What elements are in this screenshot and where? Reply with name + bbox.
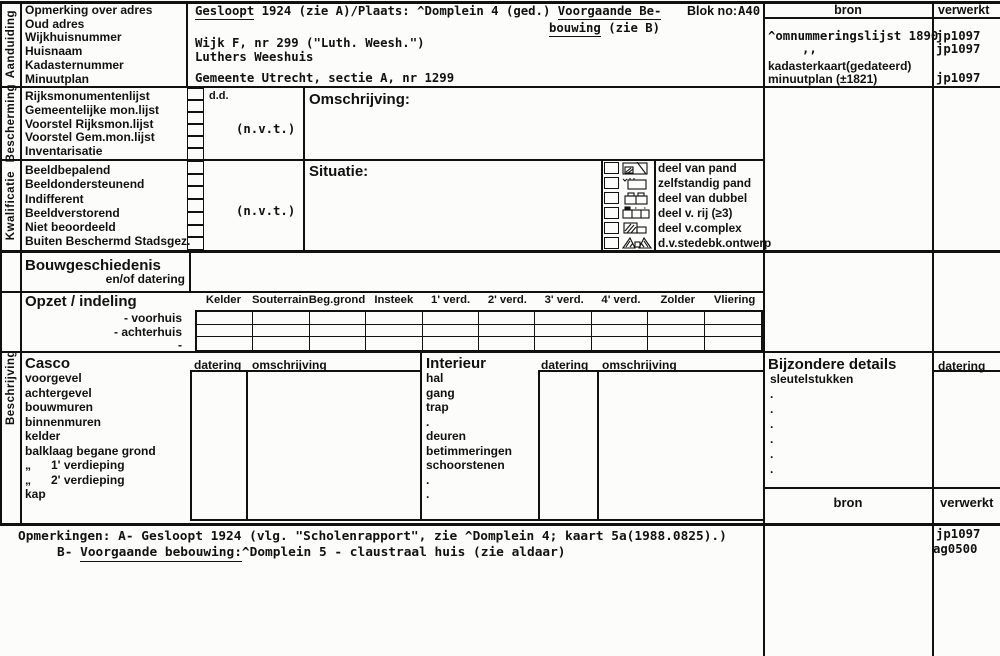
stedebouwkundig-ontwerp-icon (622, 236, 652, 249)
opzet-cell[interactable] (535, 325, 591, 338)
bron-header: bron (834, 3, 862, 17)
bijzondere-details-title: Bijzondere details (768, 356, 897, 373)
checkbox[interactable] (187, 212, 204, 225)
underlined-text: Voorgaande bebouwing: (80, 545, 242, 560)
field-label: Beeldverstorend (25, 205, 120, 220)
column-header: Insteek (374, 294, 414, 306)
kwalificatie-checkbox-column (187, 161, 204, 250)
bijzondere-datering-field[interactable] (934, 372, 1000, 486)
column-header: 1' verd. (431, 294, 471, 306)
row-label: . (770, 432, 774, 446)
checkbox[interactable] (187, 88, 204, 100)
legend-row (602, 205, 763, 220)
row-label: . (770, 387, 774, 401)
row-label: - (178, 338, 182, 352)
bescherming-checkbox-column (187, 88, 204, 160)
checkbox[interactable] (187, 136, 204, 148)
situatie-label: Situatie: (309, 163, 369, 180)
divider (0, 523, 1000, 526)
bijzondere-datering-header: datering (938, 359, 986, 373)
row-label: trap (426, 400, 449, 414)
bron-entry: minuutplan (±1821) (768, 72, 878, 86)
field-label: Indifferent (25, 191, 84, 206)
opmerking-b-text: ^Domplein 5 - claustraal huis (zie aldaar) (241, 545, 566, 560)
row-label: - voorhuis (123, 311, 182, 325)
opzet-cell[interactable] (592, 325, 648, 338)
opmerking-b-prefix: B- (57, 545, 81, 560)
checkbox[interactable] (187, 225, 204, 238)
deel-van-complex-icon (622, 221, 652, 234)
divider (763, 1, 765, 656)
verwerkt-footer-header: verwerkt (940, 495, 994, 510)
interieur-datering-header: datering (541, 358, 589, 372)
checkbox[interactable] (187, 199, 204, 212)
field-label: Niet beoordeeld (25, 220, 116, 235)
underlined-text: Gesloopt (195, 4, 255, 18)
row-label: voorgevel (25, 371, 82, 385)
casco-omschrijving-field[interactable] (248, 372, 418, 518)
row-label: achtergevel (25, 385, 92, 400)
column-header: 4' verd. (601, 294, 641, 306)
opzet-cell[interactable] (479, 312, 535, 325)
legend-label: deel van pand (658, 161, 737, 176)
opzet-cell[interactable] (366, 312, 422, 325)
interieur-omschrijving-field[interactable] (599, 372, 761, 518)
opzet-cell[interactable] (479, 337, 535, 350)
opzet-cell[interactable] (592, 337, 648, 350)
casco-omschrijving-header: omschrijving (252, 358, 327, 372)
interieur-row-labels (426, 371, 512, 502)
divider (190, 519, 763, 521)
legend-row (602, 176, 763, 191)
opzet-cell[interactable] (366, 325, 422, 338)
checkbox[interactable] (187, 174, 204, 187)
checkbox[interactable] (187, 112, 204, 124)
nvt-value: (n.v.t.) (236, 204, 296, 218)
huisnaam-value: Luthers Weeshuis (195, 50, 314, 64)
field-label: Opmerking over adres (25, 3, 153, 17)
legend-row (602, 220, 763, 235)
divider (189, 252, 191, 292)
divider (186, 1, 188, 87)
row-label: sleutelstukken (770, 372, 854, 386)
verwerkt-header: verwerkt (938, 3, 990, 17)
verwerkt-entry: jp1097 (936, 42, 981, 56)
divider (763, 17, 1000, 19)
dd-label: d.d. (209, 90, 229, 102)
opzet-cell[interactable] (253, 312, 309, 325)
row-label: . (426, 414, 430, 429)
column-header: 3' verd. (544, 294, 584, 306)
blok-no-label: Blok no: (687, 4, 737, 18)
bron-ditto: ,, (802, 42, 817, 56)
bouwgeschiedenis-title: Bouwgeschiedenis (25, 257, 161, 274)
deel-van-pand-icon (622, 162, 652, 175)
opzet-cell[interactable] (310, 325, 366, 338)
address-remark-value (195, 4, 661, 18)
opzet-cell[interactable] (253, 337, 309, 350)
opzet-cell[interactable] (423, 337, 479, 350)
opzet-grid (195, 310, 763, 352)
row-label: . (426, 472, 430, 487)
checkbox[interactable] (187, 237, 204, 250)
aanduiding-field-labels (25, 4, 152, 86)
opzet-cell[interactable] (197, 312, 253, 325)
field-label: Inventarisatie (25, 144, 103, 159)
row-label: bouwmuren (25, 400, 93, 414)
column-header: Vliering (713, 294, 756, 306)
opzet-cell[interactable] (197, 325, 253, 338)
bescherming-field-labels (25, 90, 159, 159)
column-header: 2' verd. (487, 294, 527, 306)
side-label: Bescherming (4, 84, 17, 163)
legend-row (602, 235, 772, 250)
divider (0, 86, 1000, 88)
legend-label: d.v.stedebk.ontwerp (658, 235, 772, 250)
opzet-cell[interactable] (197, 337, 253, 350)
row-label: . (770, 402, 774, 416)
opmerking-a-text: Gesloopt 1924 (vlg. "Scholenrapport", zie ^Domplein 4; kaart 5a(1988.0825).) (141, 529, 727, 544)
field-label: Minuutplan (25, 71, 89, 86)
checkbox[interactable] (187, 124, 204, 136)
bron-entry: kadasterkaart(gedateerd) (768, 59, 912, 73)
opzet-cell[interactable] (535, 337, 591, 350)
checkbox[interactable] (604, 222, 619, 234)
row-label: betimmeringen (426, 443, 513, 458)
row-label: hal (426, 371, 444, 385)
interieur-omschrijving-header: omschrijving (602, 358, 677, 372)
legend-label: deel van dubbel (658, 191, 748, 206)
divider (763, 487, 1000, 489)
field-label: Rijksmonumentenlijst (25, 89, 150, 103)
legend-row (602, 191, 763, 206)
column-header: Beg.grond (308, 294, 366, 306)
zelfstandig-pand-icon (622, 177, 652, 190)
interieur-title: Interieur (426, 355, 487, 372)
side-label: Aanduiding (4, 9, 17, 79)
field-label: Voorstel Rijksmon.lijst (25, 116, 154, 131)
row-label: kelder (25, 429, 61, 443)
section-beschrijving (1, 253, 20, 523)
casco-datering-header: datering (194, 358, 242, 372)
opzet-cell[interactable] (535, 312, 591, 325)
situatie-legend (602, 161, 772, 250)
minuutplan-value: Gemeente Utrecht, sectie A, nr 1299 (195, 71, 455, 85)
legend-label: zelfstandig pand (658, 176, 752, 191)
opzet-cell[interactable] (648, 325, 704, 338)
checkbox[interactable] (604, 192, 619, 204)
legend-label: deel v.complex (658, 220, 742, 235)
blok-no-value: A40 (738, 4, 761, 18)
row-label: balklaag begane grond (25, 443, 156, 458)
underlined-text: Voorgaande Be- (557, 4, 662, 18)
omschrijving-label: Omschrijving: (309, 91, 410, 108)
side-label: Beschrijving (4, 350, 17, 426)
section-bescherming (1, 84, 20, 163)
legend-row (602, 161, 763, 176)
checkbox[interactable] (187, 186, 204, 199)
field-label: Oud adres (25, 16, 85, 31)
bijzondere-row-labels (770, 372, 853, 477)
value-text: 1924 (zie A)/Plaats: ^Domplein 4 (ged.) (254, 4, 558, 18)
side-label: Kwalificatie (4, 170, 17, 241)
deel-van-dubbel-icon (622, 192, 652, 205)
opzet-row-labels (60, 312, 182, 353)
row-label: „ 1' verdieping (25, 458, 125, 472)
column-header: Zolder (660, 294, 696, 306)
opzet-cell[interactable] (705, 325, 761, 338)
row-label: kap (25, 487, 46, 501)
checkbox[interactable] (604, 237, 619, 249)
verwerkt-entry: ag0500 (933, 542, 978, 556)
address-remark-value-line2 (549, 21, 660, 35)
row-label: gang (426, 385, 455, 400)
opzet-cell[interactable] (705, 337, 761, 350)
field-label: Beeldbepalend (25, 163, 111, 177)
verwerkt-entry: jp1097 (936, 527, 981, 541)
divider (420, 352, 422, 520)
casco-row-labels (25, 371, 156, 502)
casco-datering-field[interactable] (192, 372, 246, 518)
opzet-cell[interactable] (366, 337, 422, 350)
opzet-cell[interactable] (310, 312, 366, 325)
opzet-cell[interactable] (705, 312, 761, 325)
value-text: (zie B) (600, 21, 661, 35)
verwerkt-entry: jp1097 (936, 71, 981, 85)
opzet-cell[interactable] (423, 325, 479, 338)
opmerkingen-line-a (18, 529, 727, 544)
checkbox[interactable] (604, 207, 619, 219)
bron-entry: ^omnummeringslijst 1890 (768, 29, 939, 43)
opmerking-a-prefix: A- (110, 529, 142, 544)
checkbox[interactable] (604, 177, 619, 189)
row-label: „ 2' verdieping (25, 472, 125, 487)
verwerkt-entry: jp1097 (936, 29, 981, 43)
opzet-cell[interactable] (423, 312, 479, 325)
field-label: Kadasternummer (25, 57, 124, 72)
row-label: binnenmuren (25, 414, 102, 429)
field-label: Gemeentelijke mon.lijst (25, 102, 160, 117)
opzet-title: Opzet / indeling (25, 293, 137, 310)
field-label: Wijkhuisnummer (25, 30, 122, 45)
opzet-cell[interactable] (592, 312, 648, 325)
checkbox[interactable] (604, 162, 619, 174)
row-label: . (770, 447, 774, 461)
interieur-datering-field[interactable] (540, 372, 595, 518)
bron-footer-header: bron (833, 495, 863, 510)
opzet-cell[interactable] (648, 312, 704, 325)
wijkhuisnummer-value: Wijk F, nr 299 ("Luth. Weesh.") (195, 36, 425, 50)
bouwgeschiedenis-subtitle: en/of datering (105, 272, 185, 286)
opzet-cell[interactable] (310, 337, 366, 350)
checkbox[interactable] (187, 148, 204, 160)
kwalificatie-field-labels (25, 163, 190, 249)
field-label: Voorstel Gem.mon.lijst (25, 130, 155, 145)
opzet-cell[interactable] (648, 337, 704, 350)
row-label: schoorstenen (426, 458, 505, 472)
column-header: Souterrain (251, 294, 309, 306)
row-label: deuren (426, 429, 467, 443)
casco-title: Casco (25, 355, 71, 372)
section-aanduiding (1, 2, 20, 86)
opmerkingen-label: Opmerkingen: (18, 529, 111, 544)
row-label: . (770, 462, 774, 476)
row-label: . (426, 487, 430, 501)
opzet-cell[interactable] (479, 325, 535, 338)
nvt-value: (n.v.t.) (236, 122, 296, 136)
opzet-column-headers (195, 294, 763, 306)
row-label: . (770, 417, 774, 431)
row-label: - achterhuis (113, 324, 182, 339)
checkbox[interactable] (187, 161, 204, 174)
deel-van-rij-icon (622, 206, 652, 219)
column-header: Kelder (205, 294, 241, 306)
opmerkingen-line-b (57, 545, 566, 560)
field-label: Buiten Beschermd Stadsgez. (25, 234, 191, 249)
opzet-cell[interactable] (253, 325, 309, 338)
divider (20, 1, 22, 524)
legend-label: deel v. rij (≥3) (658, 205, 733, 220)
situatie-field[interactable] (305, 180, 599, 248)
divider (932, 1, 934, 656)
section-kwalificatie (1, 161, 20, 250)
field-label: Beeldondersteunend (25, 177, 145, 192)
underlined-text: bouwing (549, 21, 601, 35)
bouwgeschiedenis-field[interactable] (192, 253, 761, 291)
checkbox[interactable] (187, 100, 204, 112)
field-label: Huisnaam (25, 44, 83, 59)
